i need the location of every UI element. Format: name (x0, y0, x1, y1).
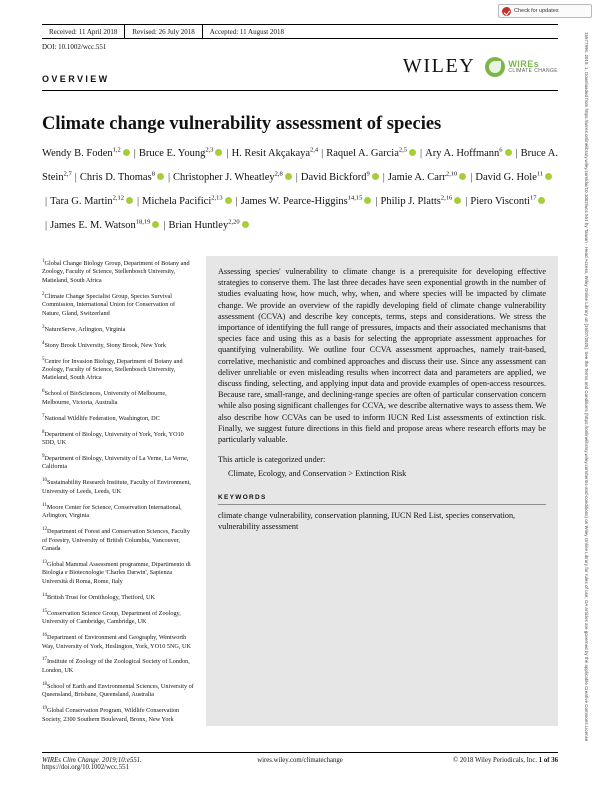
affiliation-item (42, 632, 194, 651)
affiliation-marker: 10 (42, 478, 47, 484)
affiliation-marker: 11 (42, 502, 47, 508)
affiliation-marker: 16 (42, 633, 47, 639)
page-title: Climate change vulnerability assessment of species (42, 114, 442, 135)
author-affiliation-marker: 14,15 (347, 194, 363, 201)
affiliation-item (42, 608, 194, 627)
affiliation-text: Stony Brook University, Stony Brook, New York (44, 341, 166, 349)
check-for-updates-badge[interactable] (498, 4, 592, 18)
wiley-wordmark: WILEY (402, 55, 476, 77)
affiliation-marker: 18 (42, 681, 47, 687)
orcid-icon[interactable] (409, 149, 416, 156)
wires-title: WIREs (508, 58, 540, 69)
author-entry[interactable] (173, 172, 293, 183)
affiliation-text: Sustainability Research Institute, Faculty of Environment, University of Leeds, Leeds, UK (42, 479, 191, 495)
affiliation-marker: 3 (42, 324, 45, 330)
author-affiliation-marker: 9 (366, 170, 370, 177)
author-name: Jamie A. Carr (387, 171, 446, 183)
affiliation-item (42, 258, 194, 285)
author-affiliation-marker: 2,16 (440, 194, 453, 201)
author-entry[interactable] (232, 148, 319, 159)
affiliation-item (42, 291, 194, 318)
orcid-icon[interactable] (364, 197, 371, 204)
affiliation-item (42, 356, 194, 383)
author-entry[interactable] (50, 196, 134, 207)
author-affiliation-marker: 17 (529, 194, 537, 201)
author-name: Michela Pacifici (142, 195, 212, 207)
footer-page-number: 1 of 36 (538, 757, 558, 764)
author-name: Raquel A. Garcia (326, 147, 399, 159)
author-separator: | (235, 195, 238, 207)
orcid-icon[interactable] (152, 221, 159, 228)
affiliation-marker: 5 (42, 356, 45, 362)
author-affiliation-marker: 2,4 (310, 146, 319, 153)
affiliation-marker: 2 (42, 291, 45, 297)
orcid-icon[interactable] (215, 149, 222, 156)
author-affiliation-marker: 2,20 (228, 218, 240, 225)
affiliation-text: School of Earth and Environmental Sciences, University of Queensland, Brisbane, Queensland, Australia (42, 682, 194, 699)
abstract-panel (206, 256, 558, 726)
article-dates-bar (42, 24, 558, 39)
author-affiliation-marker: 2,8 (274, 170, 283, 177)
affiliation-item (42, 502, 194, 521)
publisher-branding (403, 55, 558, 78)
author-affiliation-marker: 18,19 (135, 218, 151, 225)
author-name: David Bickford (300, 171, 367, 183)
author-name: Wendy B. Foden (42, 147, 113, 159)
author-name: Chris D. Thomas (79, 171, 152, 183)
revised-date: Revised: 26 July 2018 (124, 25, 201, 38)
author-affiliation-marker: 11 (536, 170, 544, 177)
affiliation-item (42, 388, 194, 407)
affiliation-item (42, 340, 194, 350)
author-entry[interactable] (301, 172, 380, 183)
check-for-updates-label: Check for updates (514, 8, 559, 14)
received-date: Received: 11 April 2018 (49, 27, 118, 36)
orcid-icon[interactable] (123, 149, 130, 156)
author-affiliation-marker: 2,12 (112, 194, 125, 201)
affiliation-item (42, 526, 194, 553)
author-separator: | (295, 171, 298, 183)
author-separator: | (420, 147, 423, 159)
author-name: Philip J. Platts (380, 195, 441, 207)
wires-logo (485, 57, 558, 77)
orcid-icon[interactable] (505, 149, 512, 156)
affiliation-item (42, 656, 194, 675)
affiliation-text: Institute of Zoology of the Zoological Society of London, London, UK (42, 658, 190, 674)
affiliation-marker: 4 (42, 340, 45, 346)
orcid-icon[interactable] (157, 173, 164, 180)
author-separator: | (382, 171, 385, 183)
download-provenance-text: 15577996, 2019, 1, Downloaded from https://wires.onlinelibrary.wiley.com/doi/10.1002/wcc.551 by Taiwan - Head Access, Wiley Online Library on [16/07/2025]. See the Terms and Conditions (https://onlinelibrary.wiley.com/terms-and-conditions) on Wiley Online Library for rules of use; OA articles are governed by the applicable Creative Commons License (584, 32, 589, 742)
author-name: Bruce E. Young (138, 147, 206, 159)
affiliation-text: Moore Center for Science, Conservation International, Arlington, Virginia (42, 503, 182, 520)
footer-site-link[interactable]: wires.wiley.com/climatechange (257, 757, 343, 764)
wires-subtitle: CLIMATE CHANGE (508, 67, 558, 74)
author-entry[interactable] (139, 148, 224, 159)
orcid-icon[interactable] (372, 173, 379, 180)
footer-divider (42, 752, 558, 753)
orcid-icon[interactable] (285, 173, 292, 180)
affiliation-text: Global Change Biology Group, Department of Botany and Zoology, Faculty of Science, Stellenbosch University, Matieland, South Africa (42, 260, 190, 284)
affiliation-list (42, 258, 194, 730)
affiliation-marker: 9 (42, 454, 45, 459)
author-name: Piero Visconti (470, 195, 530, 207)
affiliation-marker: 12 (42, 527, 47, 533)
affiliation-item (42, 324, 194, 334)
orcid-icon[interactable] (538, 197, 545, 204)
orcid-icon[interactable] (126, 197, 133, 204)
orcid-icon[interactable] (242, 221, 249, 228)
author-separator: | (45, 219, 48, 231)
author-name: James W. Pearce-Higgins (240, 195, 348, 207)
divider (42, 90, 558, 91)
author-entry[interactable] (326, 148, 417, 159)
category-item: Climate, Ecology, and Conservation > Extinction Risk (228, 469, 407, 479)
affiliation-marker: 14 (42, 592, 47, 598)
author-entry[interactable] (388, 172, 467, 183)
affiliation-item (42, 592, 194, 602)
keywords-divider (218, 504, 546, 505)
author-separator: | (465, 195, 468, 207)
affiliation-marker: 15 (42, 608, 47, 614)
affiliation-text: Centre for Invasion Biology, Department of Botany and Zoology, Faculty of Science, Stellenbosch University, Matieland, South Africa (42, 357, 183, 382)
page-footer (42, 757, 558, 771)
author-name: Tara G. Martin (50, 195, 113, 207)
affiliation-text: Conservation Science Group, Department of Zoology, University of Cambridge, Cambridge, UK (42, 609, 181, 626)
author-affiliation-marker: 2,13 (211, 194, 223, 201)
affiliation-text: Department of Biology, University of La Verne, La Verne, California (42, 455, 189, 471)
orcid-icon[interactable] (225, 197, 232, 204)
affiliation-marker: 7 (42, 413, 45, 419)
author-name: Bruce A. Stein (42, 147, 558, 183)
author-entry[interactable] (80, 172, 165, 183)
author-name: Christopher J. Wheatley (173, 171, 275, 183)
author-entry[interactable] (50, 220, 160, 231)
affiliation-marker: 8 (42, 429, 45, 435)
abstract-text: Assessing species' vulnerability to climate change is a prerequisite for developing effective strategies to conserve them. The last three decades have seen exponential growth in the number of studies evaluating how, how much, why, when, and where species will be impacted by climate change. We provide an overview of the rapidly developing field of climate change vulnerability assessment (CCVA) and describe key concepts, terms, steps and considerations. We stress the importance of identifying the full range of pressures, impacts and their associated mechanisms that species face and using this as a basis for selecting the appropriate assessment approaches for quantifying vulnerability. We outline four CCVA assessment approaches, namely trait-based, correlative, mechanistic and combined approaches and discuss their use. Since any assessment can deliver unreliable or even misleading results when incorrect data and parameters are applied, we discuss finding, selecting, and applying input data and provide examples of open-access resources. Because rare, small-range, and declining-range species are often of particular conservation concern while also posing significant challenges for CCVA, we describe alternative ways to assess them. We also describe how CCVAs can be used to inform IUCN Red List assessments of extinction risk. Finally, we suggest future directions in this field and propose areas where research efforts may be particularly valuable. (218, 267, 546, 445)
author-name: Brian Huntley (168, 219, 229, 231)
affiliation-item (42, 477, 194, 496)
author-affiliation-marker: 8 (151, 170, 155, 177)
author-name: Ary A. Hoffmann (425, 147, 500, 159)
keywords-text: climate change vulnerability, conservation planning, IUCN Red List, species conservation, vulnerability assessment (218, 510, 516, 531)
affiliation-text: School of BioSciences, University of Melbourne, Melbourne, Victoria, Australia (42, 390, 167, 406)
author-affiliation-marker: 2,10 (445, 170, 458, 177)
author-affiliation-marker: 6 (499, 146, 503, 153)
keywords-heading: KEYWORDS (218, 493, 267, 501)
doi-line: DOI: 10.1002/wcc.551 (42, 43, 107, 51)
author-separator: | (163, 219, 166, 231)
author-separator: | (515, 147, 518, 159)
author-entry[interactable] (168, 220, 249, 231)
author-affiliation-marker: 2,7 (63, 170, 72, 177)
affiliation-marker: 13 (42, 559, 47, 565)
affiliation-text: NatureServe, Arlington, Virginia (44, 325, 126, 333)
author-entry[interactable] (425, 148, 512, 159)
category-heading: This article is categorized under: (218, 455, 326, 465)
author-entry[interactable] (381, 196, 463, 207)
affiliation-text: Department of Environment and Geography, Wentworth Way, University of York, Heslington, York, YO10 5NG, UK (42, 634, 191, 650)
wires-leaf-logo-icon (485, 57, 505, 77)
affiliation-marker: 1 (42, 259, 45, 264)
author-separator: | (137, 195, 140, 207)
side-rail (583, 24, 599, 764)
author-separator: | (133, 147, 136, 159)
orcid-icon[interactable] (545, 173, 552, 180)
author-name: James E. M. Watson (50, 219, 136, 231)
article-type-label: OVERVIEW (42, 74, 110, 84)
author-name: David G. Hole (475, 171, 537, 183)
affiliation-item (42, 559, 194, 586)
affiliation-text: Department of Forest and Conservation Sciences, Faculty of Forestry, University of British Columbia, Vancouver, Canada (42, 528, 190, 552)
author-separator: | (321, 147, 324, 159)
affiliation-text: National Wildlife Federation, Washington, DC (44, 414, 160, 422)
author-separator: | (375, 195, 378, 207)
affiliation-marker: 17 (42, 657, 47, 663)
affiliation-text: Department of Biology, University of York, York, YO10 5DD, UK (42, 430, 184, 447)
footer-copyright: © 2018 Wiley Periodicals, Inc. (452, 757, 538, 764)
author-entry[interactable] (142, 196, 232, 207)
accepted-date: Accepted: 11 August 2018 (202, 25, 291, 38)
author-entry[interactable] (42, 148, 131, 159)
author-separator: | (470, 171, 473, 183)
author-separator: | (74, 171, 77, 183)
affiliation-item (42, 681, 194, 700)
affiliation-item (42, 413, 194, 423)
author-affiliation-marker: 2,5 (398, 146, 407, 153)
author-entry[interactable] (470, 196, 546, 207)
orcid-icon[interactable] (454, 197, 461, 204)
author-entry[interactable] (475, 172, 553, 183)
affiliation-text: Global Conservation Program, Wildlife Conservation Society, 2300 Southern Boulevard, Bronx, New York (42, 707, 180, 723)
author-name: H. Resit Akçakaya (231, 147, 311, 159)
affiliation-marker: 19 (42, 706, 47, 712)
affiliation-text: Global Mammal Assessment programme, Dipartimento di Biologia e Biotecnologie 'Charles Darwin', Sapienza Università di Roma, Rome, Italy (42, 560, 191, 585)
author-affiliation-marker: 2,3 (205, 146, 214, 153)
footer-doi-link[interactable]: https://doi.org/10.1002/wcc.551 (42, 764, 129, 771)
author-list (42, 140, 558, 236)
affiliation-text: Climate Change Specialist Group, Species Survival Commission, International Union for Conservation of Nature, Gland, Switzerland (42, 292, 176, 317)
author-affiliation-marker: 1,2 (112, 146, 121, 153)
affiliation-item (42, 453, 194, 472)
refresh-check-icon (502, 7, 511, 16)
author-separator: | (226, 147, 229, 159)
footer-journal-volume: 2019;10:e551. (100, 757, 142, 764)
affiliation-item (42, 705, 194, 724)
orcid-icon[interactable] (459, 173, 466, 180)
author-separator: | (167, 171, 171, 183)
author-entry[interactable] (241, 196, 373, 207)
affiliation-text: British Trust for Ornithology, Thetford, UK (47, 593, 155, 601)
affiliation-marker: 6 (42, 389, 45, 395)
footer-journal-name: WIREs Clim Change. (42, 757, 101, 764)
author-separator: | (45, 195, 48, 207)
affiliation-item (42, 429, 194, 448)
